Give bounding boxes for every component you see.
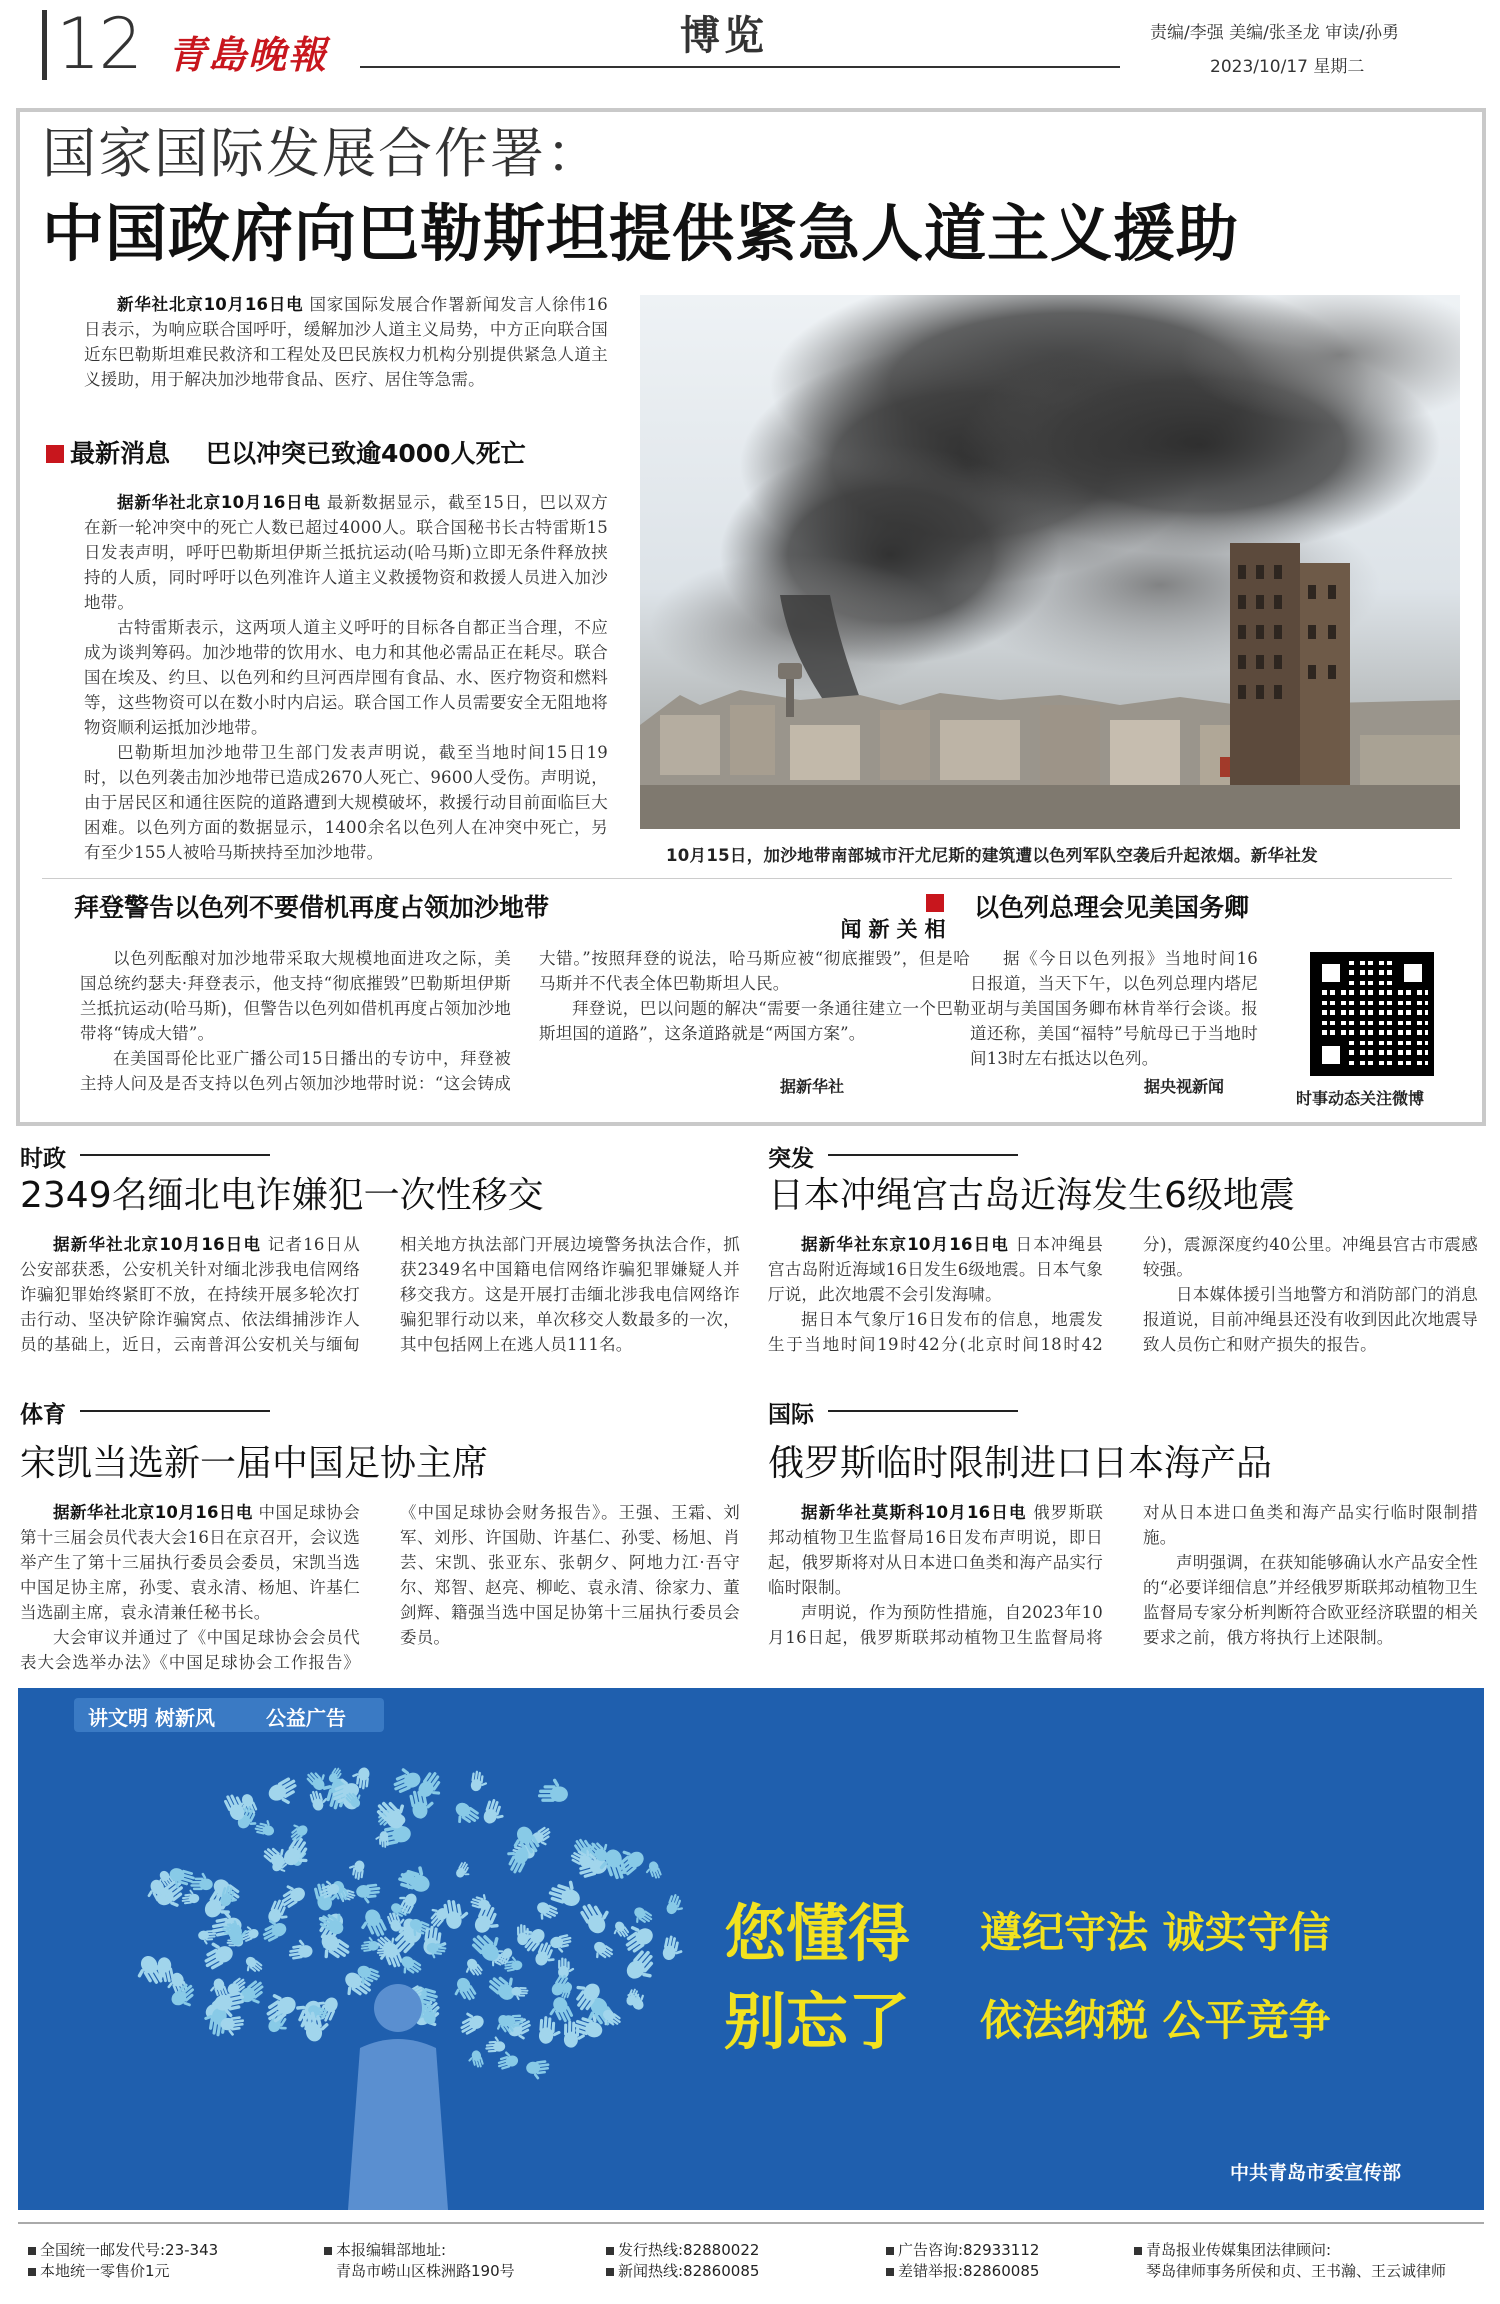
- top-story-text: 国家国际发展合作署新闻发言人徐伟16日表示，为响应联合国呼吁，缓解加沙人道主义局势，中方正向联合国近东巴勒斯坦难民救济和工程处及巴民族权力机构分别提供紧急人道主义援助，用于解决加沙地带食品、医疗、居住等急需。: [84, 295, 608, 389]
- qr-corner-marker: [1316, 958, 1346, 988]
- masthead: [0, 0, 1500, 95]
- latest-news-headline: 巴以冲突已致逾4000人死亡: [206, 439, 526, 468]
- ad-sponsor: 中共青岛市委宣传部: [1230, 2162, 1402, 2184]
- hand-print-icon: [538, 2016, 562, 2045]
- hand-print-icon: [461, 1957, 485, 1981]
- red-square-icon: [46, 445, 64, 463]
- related-news-tag-text: 相关新闻: [838, 918, 946, 939]
- hand-print-icon: [388, 1763, 423, 1795]
- intl-p2: 声明说，作为预防性措施，自2023年10月16日起，俄罗斯联邦动植物卫生监督局将对从日本进口鱼类和海产品实行临时限制措施。: [768, 1503, 1478, 1647]
- qr-caption: 时事动态关注微博: [1296, 1089, 1425, 1108]
- hand-print-icon: [538, 1778, 568, 1802]
- politics-body: [20, 1232, 740, 1382]
- quake-headline: 日本冲绳宫古岛近海发生6级地震: [768, 1175, 1295, 1216]
- footer-col-4: [886, 2240, 1039, 2282]
- footer-address: 青岛市崂山区株洲路190号: [336, 2262, 515, 2280]
- hand-print-icon: [549, 1933, 574, 1955]
- sports-body: [20, 1500, 740, 1676]
- hand-print-icon: [180, 1888, 199, 1904]
- footer-price: 本地统一零售价1元: [28, 2261, 218, 2282]
- category-rule: [828, 1154, 1018, 1156]
- paper-name: 青島晚報: [168, 32, 329, 77]
- hand-print-icon: [525, 2060, 551, 2081]
- photo-caption: 10月15日，加沙地带南部城市汗尤尼斯的建筑遭以色列军队空袭后升起浓烟。新华社发: [666, 846, 1318, 865]
- related-source: 据央视新闻: [1144, 1077, 1225, 1096]
- qr-corner-marker: [1398, 958, 1428, 988]
- ad-line1-small: 遵纪守法 诚实守信: [980, 1908, 1331, 1957]
- gaza-smoke-photo: [640, 295, 1460, 829]
- footer-col-2: [324, 2240, 515, 2282]
- related-headline: 以色列总理会见美国务卿: [974, 893, 1250, 922]
- issue-date: 2023/10/17 星期二: [1210, 57, 1365, 77]
- ad-tag-slogan: 讲文明 树新风: [88, 1706, 215, 1730]
- category-politics: 时政: [20, 1146, 66, 1172]
- hand-print-icon: [449, 1975, 479, 2006]
- latest-news-dateline: 据新华社北京10月16日电: [117, 493, 321, 512]
- hand-print-icon: [449, 1800, 482, 1831]
- related-p1: 据《今日以色列报》当地时间16日报道，当天下午，以色列总理内塔尼亚胡与美国国务卿布林肯举行会谈。报道还称，美国“福特”号航母已于当地时间13时左右抵达以色列。: [970, 949, 1258, 1068]
- quake-dateline: 据新华社东京10月16日电: [801, 1235, 1010, 1254]
- footer-rule: [18, 2222, 1484, 2224]
- ad-tag-label: 公益广告: [266, 1706, 346, 1730]
- intl-headline: 俄罗斯临时限制进口日本海产品: [768, 1443, 1273, 1484]
- hand-print-icon: [281, 1835, 317, 1873]
- latest-news-p2: 古特雷斯表示，这两项人道主义呼吁的目标各自都正当合理，不应成为谈判筹码。加沙地带的饮用水、电力和其他必需品正在耗尽。联合国在埃及、约旦、以色列和约旦河西岸囤有食品、水、医疗物资和燃料等，这些物资可以在数小时内启运。联合国工作人员需要安全无阻地将物资顺利运抵加沙地带。: [84, 618, 608, 737]
- hand-print-icon: [190, 1872, 212, 1890]
- hand-print-icon: [484, 2035, 505, 2052]
- hand-print-icon: [547, 1875, 585, 1909]
- latest-news-label: 最新消息: [70, 439, 171, 468]
- biden-p1: 以色列酝酿对加沙地带采取大规模地面进攻之际，美国总统约瑟夫·拜登表示，他支持“彻底摧毁”巴勒斯坦伊斯兰抵抗运动(哈马斯)，但警告以色列如借机再度占领加沙地带将“铸成大错”。: [80, 949, 511, 1043]
- footer-legal-firm: 琴岛律师事务所侯和贞、王书瀚、王云诚律师: [1146, 2262, 1447, 2280]
- hand-print-icon: [643, 1860, 663, 1882]
- hand-print-icon: [285, 1819, 309, 1843]
- top-story-body: [84, 292, 608, 392]
- intl-p1: 俄罗斯联邦动植物卫生监督局16日发布声明说，即日起，俄罗斯将对从日本进口鱼类和海产品实行临时限制。: [768, 1503, 1103, 1597]
- footer-distribution: 发行热线:82880022: [606, 2240, 759, 2261]
- hand-print-icon: [314, 1931, 353, 1968]
- top-story-headline: 中国政府向巴勒斯坦提供紧急人道主义援助: [42, 197, 1240, 270]
- red-square-icon: [926, 894, 944, 912]
- footer-col-5: [1134, 2240, 1446, 2282]
- latest-news-heading: [46, 436, 616, 472]
- latest-news-p1: 最新数据显示，截至15日，巴以双方在新一轮冲突中的死亡人数已超过4000人。联合国秘书长古特雷斯15日发表声明，呼吁巴勒斯坦伊斯兰抵抗运动(哈马斯)立即无条件释放挟持的人质，同时呼吁以色列准许人道主义救援物资和救援人员进入加沙地带。: [84, 493, 608, 612]
- biden-headline: 拜登警告以色列不要借机再度占领加沙地带: [74, 893, 550, 922]
- biden-source: 据新华社: [780, 1077, 845, 1096]
- hands-tree-illustration: [98, 1748, 718, 2210]
- politics-text: 记者16日从公安部获悉，公安机关针对缅北涉我电信网络诈骗犯罪始终紧盯不放，在持续开展多轮次打击行动、坚决铲除诈骗窝点、依法缉捕涉诈人员的基础上，近日，云南普洱公安机关与缅甸相关地方执法部门开展边境警务执法合作，抓获2349名中国籍电信网络诈骗犯罪嫌疑人并移交我方。这是开展打击缅北涉我电信网络诈骗犯罪行动以来，单次移交人数最多的一次，其中包括网上在逃人员111名。: [20, 1235, 740, 1354]
- public-service-ad: [18, 1688, 1484, 2210]
- ad-line2-big: 别忘了: [724, 1985, 911, 2058]
- footer-postcode: 全国统一邮发代号:23-343: [28, 2240, 218, 2261]
- hand-print-icon: [425, 1942, 446, 1960]
- footer-col-1: [28, 2240, 218, 2282]
- latest-news-body: [84, 490, 608, 865]
- masthead-rule: [360, 66, 1120, 68]
- hand-print-icon: [258, 1986, 299, 2025]
- hand-print-icon: [466, 2049, 485, 2070]
- ad-line2-small: 依法纳税 公平竞争: [980, 1996, 1331, 2045]
- biden-p3: 拜登说，巴以问题的解决“需要一条通往建立一个巴勒斯坦国的道路”，这条道路就是“两国方案”。: [539, 999, 970, 1043]
- hand-print-icon: [558, 1957, 574, 1978]
- hand-print-icon: [454, 2007, 486, 2037]
- hand-print-icon: [355, 1907, 388, 1943]
- smoke-and-buildings-illustration: [640, 295, 1460, 829]
- hand-print-icon: [287, 1938, 314, 1961]
- footer-error-report: 差错举报:82860085: [886, 2261, 1039, 2282]
- related-body: [970, 946, 1258, 1071]
- sports-headline: 宋凯当选新一届中国足协主席: [20, 1443, 489, 1484]
- ad-line1-big: 您懂得: [724, 1897, 911, 1970]
- hand-print-icon: [454, 1860, 474, 1881]
- hand-print-icon: [494, 2048, 519, 2070]
- footer: [28, 2240, 1484, 2296]
- hand-print-icon: [533, 1900, 560, 1925]
- hand-print-icon: [347, 1859, 365, 1881]
- intl-body: [768, 1500, 1478, 1676]
- page-number-bar: [42, 10, 47, 80]
- hand-print-icon: [266, 1775, 304, 1811]
- latest-news-p3: 巴勒斯坦加沙地带卫生部门发表声明说，截至当地时间15日19时，以色列袭击加沙地带已造成2670人死亡、9600人受伤。声明说，由于居民区和通往医院的道路遭到大规模破坏，救援行动目前面临巨大困难。以色列方面的数据显示，1400余名以色列人在冲突中死亡，另有至少155人被哈马斯挟持至加沙地带。: [84, 743, 608, 862]
- sports-dateline: 据新华社北京10月16日电: [53, 1503, 253, 1522]
- section-name: 博览: [680, 12, 768, 59]
- hand-print-icon: [470, 1770, 489, 1793]
- hand-print-icon: [241, 1955, 265, 1978]
- footer-newsline: 新闻热线:82860085: [606, 2261, 759, 2282]
- hand-print-icon: [374, 1792, 414, 1832]
- hand-print-icon: [589, 1940, 615, 1965]
- hand-print-icon: [254, 1817, 276, 1836]
- hand-print-icon: [623, 1947, 663, 1988]
- page-number: 12: [56, 3, 142, 85]
- category-sports: 体育: [20, 1402, 66, 1428]
- footer-address-label: 本报编辑部地址:: [324, 2240, 515, 2261]
- hand-print-icon: [356, 1883, 382, 1905]
- hand-print-icon: [578, 1896, 616, 1937]
- politics-headline: 2349名缅北电诈嫌犯一次性移交: [20, 1175, 544, 1216]
- politics-dateline: 据新华社北京10月16日电: [53, 1235, 262, 1254]
- hand-print-icon: [443, 1897, 471, 1930]
- top-story-dateline: 新华社北京10月16日电: [117, 295, 304, 314]
- category-rule: [80, 1154, 270, 1156]
- footer-col-3: [606, 2240, 759, 2282]
- hand-print-icon: [511, 1987, 528, 2001]
- intl-p3: 声明强调，在获知能够确认水产品安全性的“必要详细信息”并经俄罗斯联邦动植物卫生监督局专家分析判断符合欧亚经济联盟的相关要求之前，俄方将执行上述限制。: [1143, 1553, 1478, 1647]
- quake-p1: 日本冲绳县宫古岛附近海域16日发生6级地震。日本气象厅说，此次地震不会引发海啸。: [768, 1235, 1104, 1304]
- hand-print-icon: [317, 1906, 350, 1937]
- sports-p2: 大会审议并通过了《中国足球协会会员代表大会选举办法》《中国足球协会工作报告》《中国足球协会财务报告》。王强、王霜、刘军、刘彤、许国勋、许基仁、孙雯、杨旭、肖芸、宋凯、张亚东、张朝夕、阿地力江·吾守尔、郑智、赵亮、柳屹、袁永清、徐家力、董剑辉、籍强当选中国足协第十三届执行委员会委员。: [20, 1503, 740, 1672]
- category-rule: [80, 1410, 270, 1412]
- sports-p1: 中国足球协会第十三届会员代表大会16日在京召开，会议选举产生了第十三届执行委员会委员，宋凯当选中国足协主席，孙雯、袁永清、杨旭、许基仁当选副主席，袁永清兼任秘书长。: [20, 1503, 360, 1622]
- hand-print-icon: [482, 1798, 508, 1828]
- quake-body: [768, 1232, 1478, 1382]
- category-breaking: 突发: [768, 1146, 814, 1172]
- footer-ad-hotline: 广告咨询:82933112: [886, 2240, 1039, 2261]
- inner-divider: [42, 878, 1452, 879]
- editor-credits: 责编/李强 美编/张圣龙 审读/孙勇: [1150, 23, 1399, 43]
- hand-print-icon: [275, 1879, 308, 1910]
- category-rule: [828, 1410, 1018, 1412]
- biden-p2: 在美国哥伦比亚广播公司15日播出的专访中，拜登被主持人问及是否支持以色列占领加沙地带时说：“这会铸成大错。”按照拜登的说法，哈马斯应被“彻底摧毁”，但是哈马斯并不代表全体巴勒斯坦人民。: [80, 949, 970, 1093]
- category-international: 国际: [768, 1402, 814, 1428]
- hand-print-icon: [359, 1935, 379, 1952]
- intl-dateline: 据新华社莫斯科10月16日电: [801, 1503, 1027, 1522]
- footer-legal-label: 青岛报业传媒集团法律顾问:: [1134, 2240, 1446, 2261]
- hand-print-icon: [661, 1935, 685, 1963]
- qr-corner-marker: [1316, 1040, 1346, 1070]
- quake-p3: 日本媒体援引当地警方和消防部门的消息报道说，目前冲绳县还没有收到因此次地震导致人员伤亡和财产损失的报告。: [1143, 1285, 1478, 1354]
- top-story-kicker: 国家国际发展合作署：: [42, 122, 602, 185]
- hand-print-icon: [629, 1905, 654, 1929]
- quake-p2: 据日本气象厅16日发布的信息，地震发生于当地时间19时42分(北京时间18时42分)，震源深度约40公里。冲绳县宫古市震感较强。: [768, 1235, 1478, 1354]
- hand-print-icon: [665, 1893, 687, 1918]
